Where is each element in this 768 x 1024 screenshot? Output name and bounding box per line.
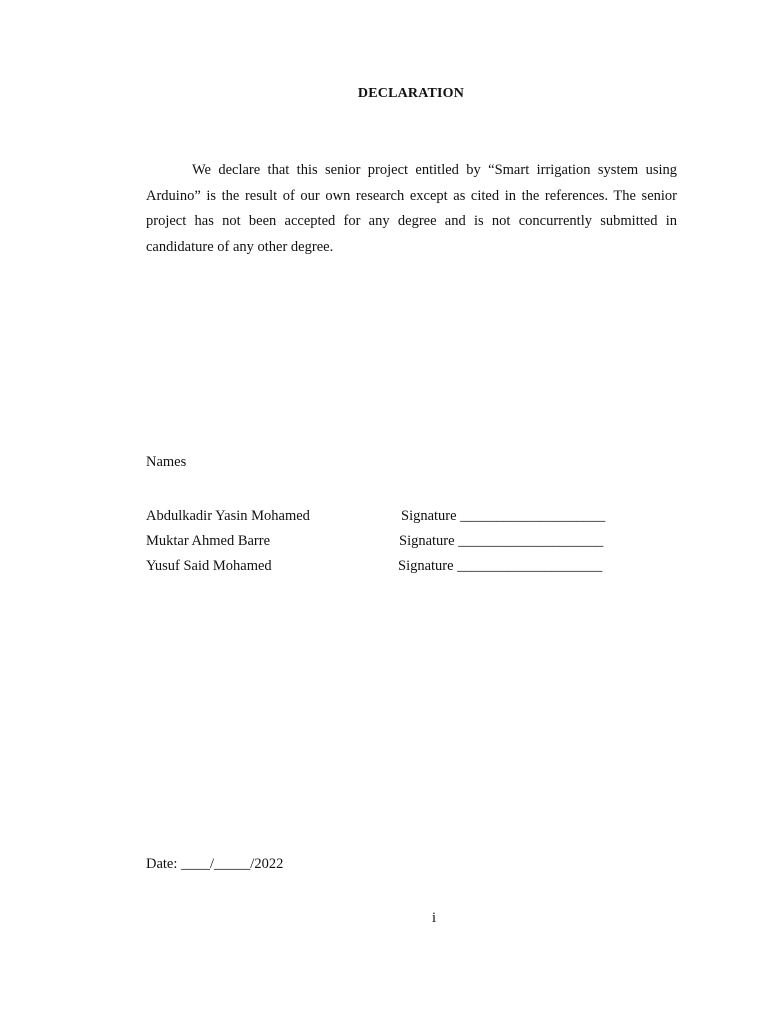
signatory-name: Abdulkadir Yasin Mohamed <box>146 508 310 524</box>
page-title: DECLARATION <box>357 86 465 101</box>
signature-line: Signature ____________________ <box>401 508 606 524</box>
names-label: Names <box>146 454 187 470</box>
page-number: i <box>432 910 437 926</box>
signature-line: Signature ____________________ <box>399 533 604 549</box>
date-line: Date: ____/_____/2022 <box>146 856 284 872</box>
signatory-name: Yusuf Said Mohamed <box>146 558 272 574</box>
signature-line: Signature ____________________ <box>398 558 603 574</box>
signatory-name: Muktar Ahmed Barre <box>146 533 271 549</box>
declaration-paragraph: We declare that this senior project entitled by “Smart irrigation system using Arduino” is the result of our own research except as cited in the references. The senior project has not been accepted for any degree and is not concurrently submitted in candidature of any other degree. <box>146 162 677 255</box>
